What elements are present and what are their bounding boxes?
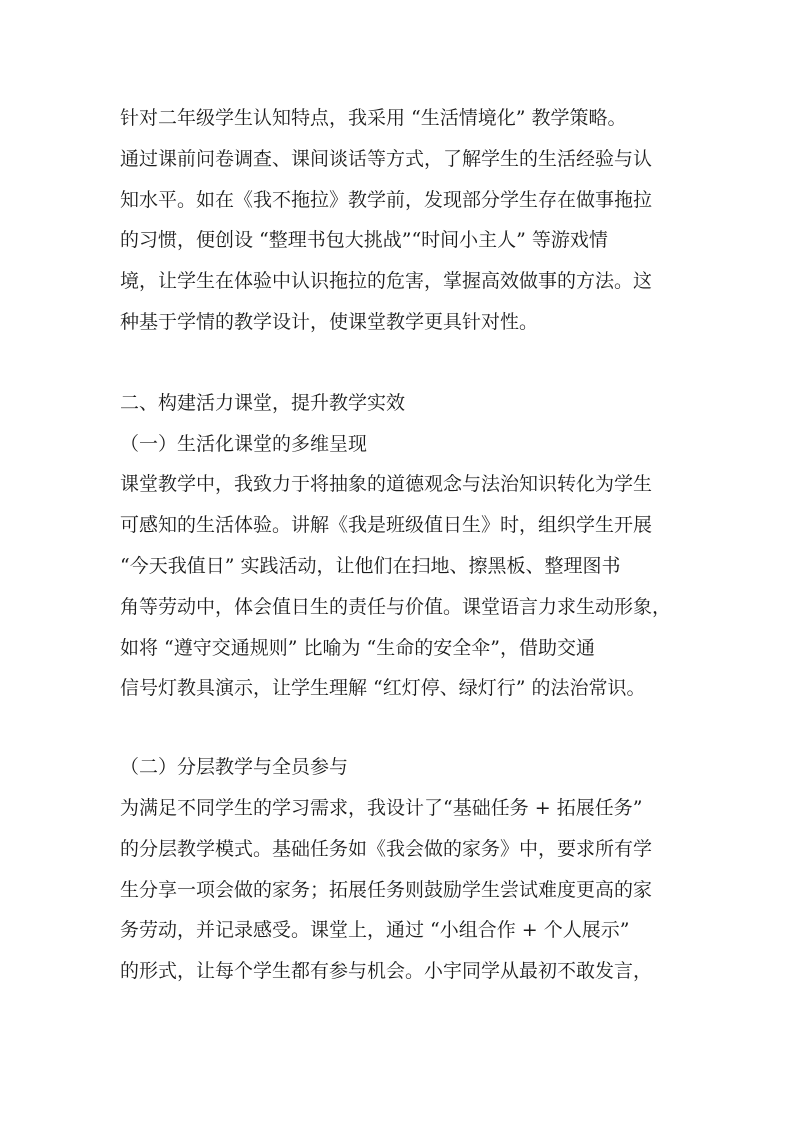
text-line: 信号灯教具演示，让学生理解 “红灯停、绿灯行” 的法治常识。	[120, 677, 646, 700]
document-page	[120, 98, 692, 992]
text-line: 针对二年级学生认知特点，我采用 “生活情境化” 教学策略。	[120, 107, 627, 129]
text-line: 生分享一项会做的家务；拓展任务则鼓励学生尝试难度更高的家	[120, 878, 653, 901]
text-line: 种基于学情的教学设计，使课堂教学更具针对性。	[120, 310, 539, 333]
paragraph-life-classroom	[120, 464, 692, 709]
text-line: 课堂教学中，我致力于将抽象的道德观念与法治知识转化为学生	[120, 473, 653, 496]
text-line: 如将 “遵守交通规则” 比喻为 “生命的安全伞”，借助交通	[120, 636, 595, 659]
text-line: 的习惯，便创设 “整理书包大挑战”“时间小主人” 等游戏情	[120, 229, 608, 252]
text-line: 通过课前问卷调查、课间谈话等方式，了解学生的生活经验与认	[120, 147, 653, 170]
paragraph-layered-teaching	[120, 788, 692, 992]
section-heading: 二、构建活力课堂，提升教学实效	[120, 391, 406, 414]
subsection-heading: （一）生活化课堂的多维呈现	[120, 432, 368, 455]
text-line: 知水平。如在《我不拖拉》教学前，发现部分学生存在做事拖拉	[120, 188, 653, 211]
text-line: 为满足不同学生的学习需求，我设计了“基础任务 + 拓展任务”	[120, 796, 643, 819]
text-line: 的分层教学模式。基础任务如《我会做的家务》中，要求所有学	[120, 837, 653, 860]
text-line: 的形式，让每个学生都有参与机会。小宇同学从最初不敢发言，	[120, 960, 653, 983]
text-line: 可感知的生活体验。讲解《我是班级值日生》时，组织学生开展	[120, 514, 653, 537]
text-line: 角等劳动中，体会值日生的责任与价值。课堂语言力求生动形象，	[120, 595, 672, 618]
paragraph-student-analysis	[120, 98, 692, 343]
subsection-heading: （二）分层教学与全员参与	[120, 756, 349, 779]
text-line: “今天我值日” 实践活动，让他们在扫地、擦黑板、整理图书	[120, 554, 621, 577]
text-line: 务劳动，并记录感受。课堂上，通过 “小组合作 + 个人展示”	[120, 919, 630, 942]
text-line: 境，让学生在体验中认识拖拉的危害，掌握高效做事的方法。这	[120, 270, 653, 293]
